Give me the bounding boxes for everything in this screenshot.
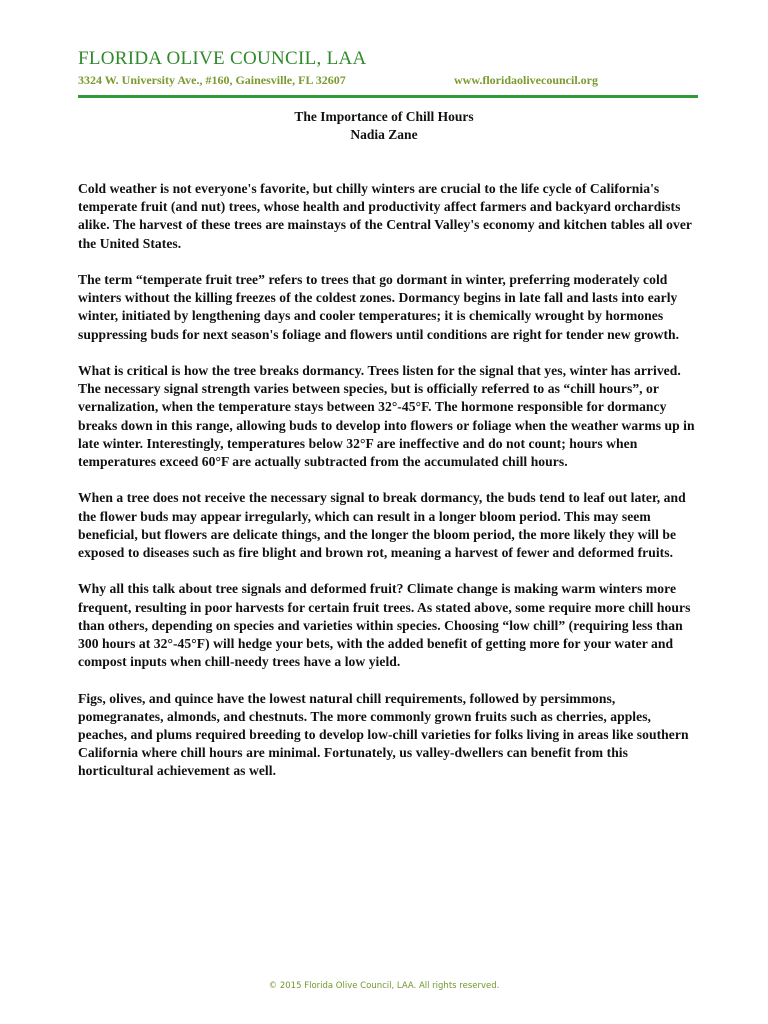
letterhead: [78, 48, 698, 89]
organization-address: 3324 W. University Ave., #160, Gainesville, FL 32607: [78, 73, 346, 87]
paragraph: Why all this talk about tree signals and deformed fruit? Climate change is making warm winters more frequent, resulting in poor harvests for certain fruit trees. As stated above, some require more chill hours than others, depending on species and varieties within species. Choosing “low chill” (requiring less than 300 hours at 32°-45°F) will hedge your bets, with the added benefit of getting more for your water and compost inputs when chill-needy trees have a low yield.: [78, 581, 691, 670]
paragraph: When a tree does not receive the necessary signal to break dormancy, the buds tend to leaf out later, and the flower buds may appear irregularly, which can result in a longer bloom period. This may seem beneficial, but flowers are delicate things, and the longer the bloom period, the more likely they will be exposed to diseases such as fire blight and brown rot, meaning a harvest of fewer and deformed fruits.: [78, 490, 686, 561]
organization-website: www.floridaolivecouncil.org: [454, 73, 598, 87]
paragraph: What is critical is how the tree breaks dormancy. Trees listen for the signal that yes, winter has arrived. The necessary signal strength varies between species, but is officially referred to as “chill hours”, or vernalization, when the temperature stays between 32°-45°F. The hormone responsible for dormancy breaks down in this range, allowing buds to develop into flowers or foliage when the weather warms up in late winter. Interestingly, temperatures below 32°F are ineffective and do not count; hours when temperatures exceed 60°F are actually subtracted from the accumulated chill hours.: [78, 363, 695, 470]
header-divider: [78, 95, 698, 98]
paragraph: Cold weather is not everyone's favorite, but chilly winters are crucial to the life cycle of California's temperate fruit (and nut) trees, whose health and productivity affect farmers and backyard orchardists alike. The harvest of these trees are mainstays of the Central Valley's economy and kitchen tables all over the United States.: [78, 181, 692, 251]
organization-name: FLORIDA OLIVE COUNCIL, LAA: [78, 48, 367, 69]
title-block: [78, 108, 690, 144]
document-author: Nadia Zane: [350, 127, 418, 142]
article-body: [78, 180, 698, 799]
document-title: The Importance of Chill Hours: [294, 109, 474, 124]
paragraph: Figs, olives, and quince have the lowest natural chill requirements, followed by persimmons, pomegranates, almonds, and chestnuts. The more commonly grown fruits such as cherries, apples, peaches, and plums required breeding to develop low-chill varieties for folks living in areas like southern California where chill hours are minimal. Fortunately, us valley-dwellers can benefit from this horticultural achievement as well.: [78, 690, 689, 779]
contact-row: [78, 71, 698, 89]
copyright-footer: © 2015 Florida Olive Council, LAA. All rights reserved.: [268, 981, 500, 991]
paragraph: The term “temperate fruit tree” refers to trees that go dormant in winter, preferring moderately cold winters without the killing freezes of the coldest zones. Dormancy begins in late fall and lasts into early winter, initiated by lengthening days and cooler temperatures; it is chemically wrought by hormones suppressing buds for next season's foliage and flowers until conditions are right for tender new growth.: [78, 272, 680, 342]
